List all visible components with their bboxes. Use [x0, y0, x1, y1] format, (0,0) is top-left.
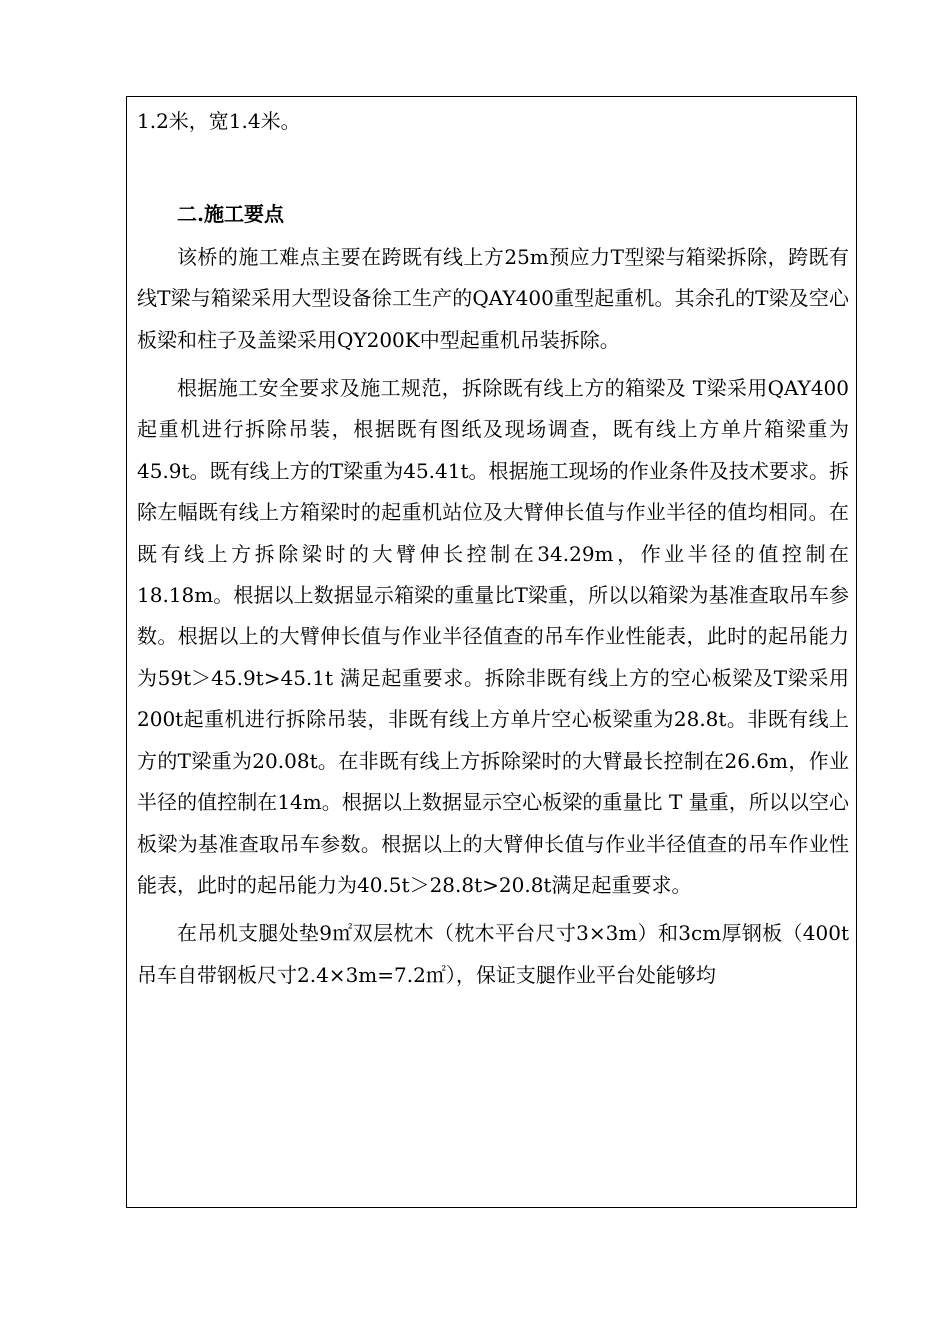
paragraph-1: 该桥的施工难点主要在跨既有线上方25m预应力T型梁与箱梁拆除，跨既有线T梁与箱梁采用大型设备徐工生产的QAY400重型起重机。其余孔的T梁及空心板梁和柱子及盖梁采用QY200K中型起重机吊装拆除。 — [137, 244, 849, 352]
document-frame — [126, 96, 857, 1208]
continuation-text: 1.2米，宽1.4米。 — [137, 109, 301, 133]
document-body — [137, 101, 849, 996]
spacer — [137, 142, 849, 194]
paragraph-3: 在吊机支腿处垫9㎡双层枕木（枕木平台尺寸3×3m）和3cm厚钢板（400t吊车自带钢板尺寸2.4×3m=7.2㎡），保证支腿作业平台处能够均 — [137, 921, 849, 987]
paragraph-2: 根据施工安全要求及施工规范，拆除既有线上方的箱梁及 T梁采用QAY400起重机进行拆除吊装，根据既有图纸及现场调查，既有线上方单片箱梁重为45.9t。既有线上方的T梁重为45.41t。根据施工现场的作业条件及技术要求。拆除左幅既有线上方箱梁时的起重机站位及大臂伸长值与作业半径的值均相同。在既有线上方拆除梁时的大臂伸长控制在34.29m，作业半径的值控制在18.18m。根据以上数据显示箱梁的重量比T梁重，所以以箱梁为基准查取吊车参数。根据以上的大臂伸长值与作业半径值查的吊车作业性能表，此时的起吊能力为59t＞45.9t>45.1t 满足起重要求。拆除非既有线上方的空心板梁及T梁采用200t起重机进行拆除吊装，非既有线上方单片空心板梁重为28.8t。非既有线上方的T梁重为20.08t。在非既有线上方拆除梁时的大臂最长控制在26.6m，作业半径的值控制在14m。根据以上数据显示空心板梁的重量比 T 量重，所以以空心板梁为基准查取吊车参数。根据以上的大臂伸长值与作业半径值查的吊车作业性能表，此时的起吊能力为40.5t＞28.8t>20.8t满足起重要求。 — [137, 376, 849, 897]
section-heading: 二.施工要点 — [177, 202, 284, 227]
